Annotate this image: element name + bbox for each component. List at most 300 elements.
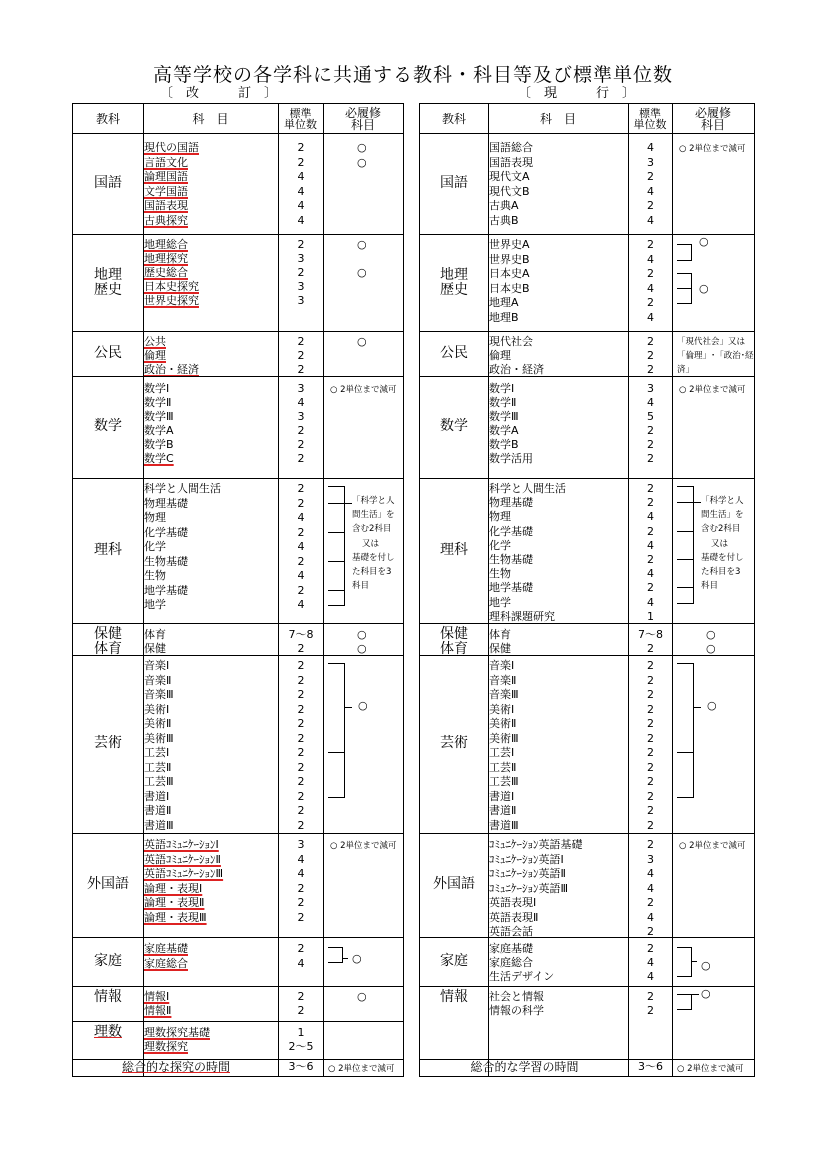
divider [73,331,403,332]
subject-name: 音楽Ⅰ [144,659,170,672]
tick [677,288,691,289]
header-units: 標準 単位数 [284,106,317,131]
subject-name: 歴史総合 [144,266,188,279]
group-name: 家庭 [94,952,122,969]
standard-units: 4 [647,252,654,266]
standard-units: 2 [297,717,305,730]
standard-units: 4 [647,213,654,227]
subject-name: ｺﾐｭﾆｹｰｼｮﾝ英語Ⅰ [489,852,564,866]
subject-name: 美術Ⅱ [144,717,172,730]
subject-name: 数学B [489,438,519,451]
total-row-note: ○ 2単位まで減可 [328,1064,395,1074]
standard-units: 2 [297,238,305,251]
tick [677,559,693,560]
standard-units: 2 [297,746,305,759]
total-row-note: ○ 2単位まで減可 [677,1064,744,1074]
tick [328,590,344,591]
required-note: 間生活」を [352,510,395,521]
bracket [677,244,692,261]
divider [73,1021,403,1022]
standard-units: 2 [647,1004,654,1017]
subject-name: 書道Ⅰ [489,789,515,803]
group-name: 公民 [440,344,468,361]
subject-name: 美術Ⅲ [144,731,174,745]
standard-units: 2 [647,789,654,803]
subject-name: 現代文A [489,170,530,183]
required-note: 又は [711,538,729,549]
standard-units: 2 [297,881,305,895]
standard-units: 3 [297,382,305,395]
standard-units: 4 [647,970,654,983]
required-mark: ○ [357,155,367,169]
required-note: ○ 2単位まで減可 [330,841,397,851]
standard-units: 2 [297,525,305,539]
standard-units: 2 [297,688,305,701]
subject-name: 工芸Ⅱ [489,760,517,774]
required-note: 含む2科目 [701,524,741,535]
group-name: 家庭 [440,952,468,969]
subject-name: 工芸Ⅲ [144,775,174,788]
standard-units: 2 [647,349,654,362]
subject-name: 工芸Ⅲ [489,775,519,788]
subject-name: 情報Ⅱ [144,1004,172,1017]
standard-units: 4 [647,956,654,969]
subject-name: 政治・経済 [144,363,199,376]
subject-name: 古典B [489,213,519,227]
standard-units: 2 [647,804,654,817]
standard-units: 4 [297,213,305,227]
bracket [328,486,345,606]
subject-name: 美術Ⅲ [489,731,519,745]
standard-units: 4 [297,511,305,524]
standard-units: 2 [647,688,654,701]
bracket [677,486,694,604]
header-subject-area: 教科 [441,111,466,126]
required-mark: ○ [358,698,368,712]
standard-units: 2 [297,141,305,154]
subject-name: 化学基礎 [144,525,188,539]
subject-name: 古典A [489,199,519,212]
standard-units: 2 [647,199,654,212]
subject-name: 音楽Ⅱ [489,673,517,687]
subject-name: 数学Ⅰ [489,382,515,395]
subject-name: ｺﾐｭﾆｹｰｼｮﾝ英語Ⅲ [489,881,569,895]
standard-units: 2 [297,438,305,451]
subject-name: ｺﾐｭﾆｹｰｼｮﾝ英語Ⅱ [489,867,566,880]
standard-units: 4 [297,199,305,212]
subject-name: 化学基礎 [489,524,533,538]
tick [342,958,348,959]
standard-units: 4 [647,141,654,154]
standard-units: 2 [297,642,305,655]
subject-name: 情報Ⅰ [144,990,170,1003]
standard-units: 2 [297,424,305,437]
divider [420,655,754,656]
standard-units: 2 [647,581,654,595]
standard-units: 4 [297,170,305,183]
bracket [677,947,692,977]
subject-name: 音楽Ⅰ [489,659,515,672]
required-note: ○ 2単位まで減可 [679,385,746,395]
subject-name: 古典探究 [144,213,188,227]
header-subject: 科 目 [539,111,576,126]
standard-units: 4 [297,184,305,198]
subject-name: 化学 [489,538,511,552]
subject-name: 地理B [489,310,519,324]
standard-units: 2 [297,482,305,495]
subject-name: 英語表現Ⅰ [489,896,537,909]
standard-units: 4 [647,281,654,295]
subject-name: 書道Ⅱ [489,804,517,817]
group-name: 外国語 [433,876,475,892]
subject-name: 論理・表現Ⅰ [144,881,203,895]
tick [693,502,701,503]
divider [420,623,754,624]
standard-units: 1 [647,609,654,623]
subject-name: 社会と情報 [489,990,544,1003]
standard-units: 2 [647,363,654,376]
standard-units: 2 [647,746,654,759]
required-note: ○ 2単位まで減可 [679,144,746,154]
standard-units: 2 [297,583,305,597]
subject-name: 音楽Ⅲ [144,688,174,701]
standard-units: 3 [297,838,305,851]
group-name: 国語 [440,174,468,191]
required-note: 基礎を付し [701,552,744,563]
subject-name: 世界史A [489,238,530,251]
required-mark: ○ [706,642,716,655]
divider [420,937,754,938]
required-mark: ○ [699,281,709,295]
subject-name: 生物 [144,569,166,582]
standard-units: 2 [647,482,654,495]
subject-name: 体育 [489,628,511,641]
required-mark: ○ [357,266,367,279]
subject-name: 書道Ⅰ [144,789,170,803]
subject-name: 理科課題研究 [489,609,555,623]
subject-name: 国語総合 [489,141,533,154]
standard-units: 2 [647,775,654,788]
standard-units: 2 [297,702,305,716]
header-required: 必履修 科目 [344,105,381,132]
subject-name: 日本史探究 [144,280,199,293]
standard-units: 4 [297,867,305,880]
standard-units: 2 [647,717,654,730]
standard-units: 4 [647,910,654,924]
standard-units: 4 [647,396,654,409]
divider [323,104,324,1076]
group-name: 地理 歴史 [94,266,122,298]
standard-units: 3 [297,280,305,293]
subject-name: 英語ｺﾐｭﾆｹｰｼｮﾝⅠ [144,838,219,851]
subject-name: 工芸Ⅰ [144,746,170,759]
subject-name: 生物 [489,567,511,581]
divider [420,833,754,834]
group-name: 情報 [94,989,122,1005]
standard-units: 2 [297,910,305,924]
divider [73,937,403,938]
subject-name: 美術Ⅰ [489,702,515,716]
subject-name: 家庭総合 [489,956,533,969]
subject-name: 音楽Ⅲ [489,688,519,701]
standard-units: 2 [297,942,305,955]
subject-name: 地理総合 [144,238,188,251]
required-mark: ○ [701,987,711,1000]
standard-units: 7〜8 [288,628,314,641]
standard-units: 2 [297,554,305,568]
standard-units: 4 [297,956,305,970]
standard-units: 2 [647,267,654,280]
standard-units: 2 [647,553,654,566]
standard-units: 2 [297,760,305,774]
subject-name: 家庭総合 [144,956,188,970]
standard-units: 3 [297,410,305,423]
required-note: 含む2科目 [352,524,392,535]
page-title: 高等学校の各学科に共通する教科・科目等及び標準単位数 [152,64,673,86]
standard-units: 2 [647,452,654,465]
group-name: 情報 [440,989,468,1005]
divider [73,133,403,134]
required-note: ○ 2単位まで減可 [679,841,746,851]
subject-name: 数学Ⅰ [144,382,170,395]
standard-units: 3 [647,155,654,169]
subject-name: 生活デザイン [489,970,555,983]
standard-units: 2 [647,424,654,437]
group-name: 理数 [94,1024,122,1040]
subject-name: 理数探究基礎 [144,1026,210,1039]
subject-name: 国語表現 [144,199,188,212]
subject-name: 言語文化 [144,155,188,169]
tick [691,961,697,962]
subject-name: 地理探究 [144,252,188,265]
standard-units: 2 [297,349,305,362]
tick [328,503,344,504]
divider [73,655,403,656]
standard-units: 2〜5 [288,1039,314,1053]
standard-units: 4 [297,569,305,582]
standard-units: 7〜8 [638,628,663,641]
group-name: 保健 体育 [440,626,468,657]
group-name: 理科 [94,541,122,558]
subject-name: 数学B [144,438,174,451]
group-name: 数学 [440,418,468,434]
tick [328,752,344,753]
total-row-name: 総合的な探究の時間 [121,1060,230,1074]
subject-name: 工芸Ⅰ [489,746,515,759]
standard-units: 2 [297,789,305,803]
required-note: 間生活」を [701,510,744,521]
subject-name: 書道Ⅱ [144,804,172,817]
header-required: 必履修 科目 [694,105,731,132]
subject-name: 論理国語 [144,170,188,183]
subject-name: 科学と人間生活 [144,482,221,495]
standard-units: 2 [297,896,305,909]
subject-name: 公共 [144,335,166,348]
subject-name: 数学活用 [489,452,533,465]
bracket [328,947,343,963]
standard-units: 4 [297,598,305,611]
standard-units: 2 [647,838,654,851]
divider [73,376,403,377]
subject-name: 物理 [144,511,166,524]
bracket [677,663,694,798]
standard-units: 2 [297,775,305,788]
standard-units: 2 [297,363,305,376]
required-note: た科目を3 [352,567,392,577]
standard-units: 1 [297,1026,305,1039]
standard-units: 2 [647,673,654,687]
standard-units: 2 [297,673,305,687]
subject-name: 音楽Ⅱ [144,673,172,687]
group-name: 芸術 [440,735,468,751]
required-mark: ○ [352,952,362,965]
subject-name: 政治・経済 [489,363,544,376]
standard-units: 4 [297,852,305,866]
standard-units: 4 [647,510,654,524]
required-note: 科目 [352,581,370,592]
standard-units: 2 [297,804,305,817]
tick [344,503,352,504]
subject-name: 世界史B [489,252,530,266]
required-note: 「科学と人 [352,496,395,506]
subject-name: 地理A [489,296,519,309]
required-mark: ○ [701,959,711,972]
heading-revised: 〔 改 訂 〕 [160,86,278,101]
subject-name: 文学国語 [144,184,188,198]
divider [73,986,403,987]
standard-units: 2 [647,990,654,1003]
subject-name: 理数探究 [144,1039,188,1053]
tick [677,752,693,753]
subject-name: ｺﾐｭﾆｹｰｼｮﾝ英語基礎 [489,838,583,851]
subject-name: 科学と人間生活 [489,482,566,495]
standard-units: 4 [647,881,654,895]
subject-name: 数学Ⅱ [489,396,517,409]
required-mark: ○ [699,235,709,248]
tick [677,502,693,503]
required-mark: ○ [357,335,367,348]
subject-name: 論理・表現Ⅱ [144,896,205,909]
standard-units: 2 [647,642,654,655]
group-name: 芸術 [94,735,122,751]
required-note: 基礎を付し [352,552,395,563]
required-note: ○ 2単位まで減可 [330,385,397,395]
standard-units: 4 [647,867,654,880]
tick [344,707,352,708]
subject-name: 現代の国語 [144,141,199,154]
subject-name: 物理基礎 [489,496,533,510]
subject-name: 論理・表現Ⅲ [144,910,207,924]
standard-units: 2 [647,496,654,510]
current-table [419,103,755,1077]
standard-units: 2 [647,942,654,955]
subject-name: 保健 [489,642,511,655]
standard-units: 3 [647,382,654,395]
total-row-units: 3〜6 [638,1060,663,1073]
divider [73,478,403,479]
standard-units: 2 [647,702,654,716]
subject-name: 生物基礎 [144,554,188,568]
subject-name: 日本史A [489,267,530,280]
total-row-units: 3〜6 [288,1060,314,1073]
group-name: 外国語 [87,876,129,892]
required-mark: ○ [357,628,367,641]
standard-units: 2 [297,990,305,1003]
subject-name: 書道Ⅲ [489,818,519,832]
bracket [328,663,345,798]
required-note: た科目を3 [701,567,741,577]
revised-table [72,103,404,1077]
subject-name: 地学基礎 [144,583,188,597]
subject-name: 美術Ⅱ [489,717,517,730]
standard-units: 4 [647,538,654,552]
subject-name: 倫理 [144,349,166,362]
subject-name: 生物基礎 [489,553,533,566]
tick [693,707,701,708]
standard-units: 2 [647,438,654,451]
subject-name: 地学 [489,595,511,609]
standard-units: 2 [647,659,654,672]
subject-name: 体育 [144,628,166,641]
required-note: 済」 [677,365,695,375]
required-mark: ○ [357,238,367,251]
standard-units: 4 [297,540,305,553]
divider [73,833,403,834]
group-name: 国語 [94,174,122,191]
standard-units: 2 [647,760,654,774]
standard-units: 2 [647,524,654,538]
standard-units: 2 [297,155,305,169]
subject-name: 物理基礎 [144,496,188,510]
standard-units: 5 [647,410,654,423]
tick [677,587,693,588]
subject-name: 国語表現 [489,155,533,169]
tick [328,561,344,562]
tick [677,531,693,532]
subject-name: 現代社会 [489,335,533,348]
subject-name: 数学A [489,424,519,437]
subject-name: 保健 [144,642,166,655]
standard-units: 2 [647,238,654,251]
required-mark: ○ [706,628,716,641]
tick [691,994,699,995]
subject-name: 地学基礎 [489,581,533,595]
bracket [677,994,692,1010]
required-note: 又は [362,538,380,549]
subject-name: 工芸Ⅱ [144,760,172,774]
required-mark: ○ [357,141,367,154]
subject-name: 英語ｺﾐｭﾆｹｰｼｮﾝⅢ [144,867,224,880]
heading-current: 〔 現 行 〕 [518,86,636,101]
bracket [677,273,692,304]
standard-units: 2 [647,335,654,348]
divider [420,376,754,377]
divider [420,133,754,134]
header-subject: 科 目 [192,111,229,126]
standard-units: 2 [297,731,305,745]
subject-name: 美術Ⅰ [144,702,170,716]
standard-units: 3 [647,852,654,866]
subject-name: 家庭基礎 [144,942,188,955]
required-mark: ○ [357,990,367,1003]
required-note: 「科学と人 [701,496,744,506]
group-name: 保健 体育 [94,626,122,657]
total-row-name: 総合的な学習の時間 [470,1060,579,1074]
subject-name: 数学Ⅲ [144,410,174,423]
subject-name: 現代文B [489,184,530,198]
required-mark: ○ [357,642,367,655]
required-note: 「現代社会」又は [677,337,746,347]
